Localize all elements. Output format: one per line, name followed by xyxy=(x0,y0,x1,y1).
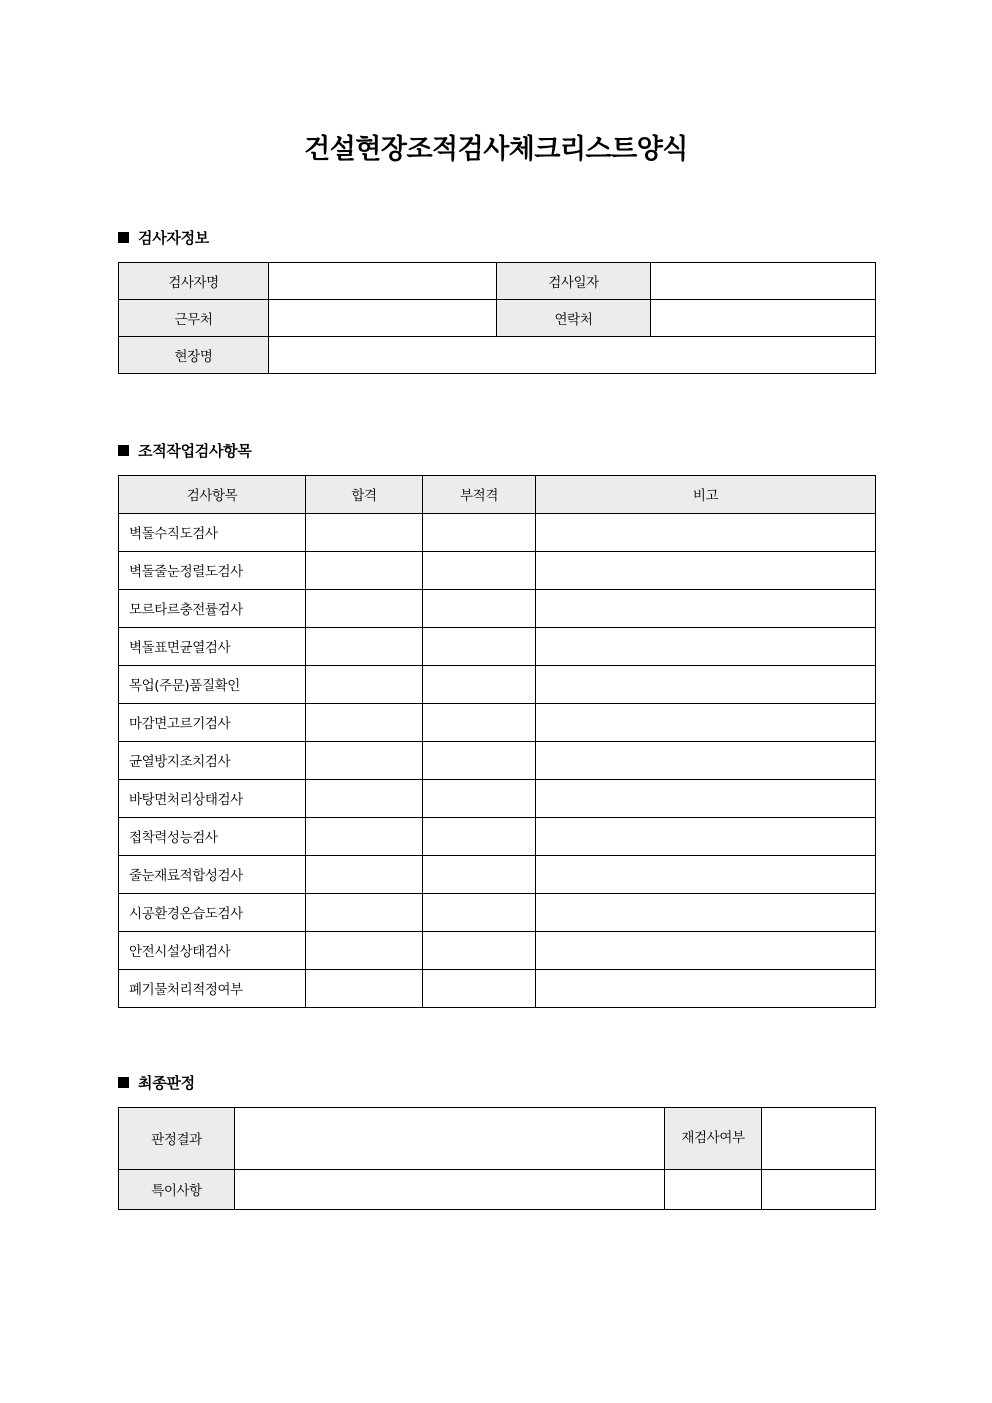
checklist-pass-cell[interactable] xyxy=(306,741,423,779)
checklist-pass-cell[interactable] xyxy=(306,513,423,551)
spacer-heading-table-3 xyxy=(0,1093,992,1107)
field-judgment-result[interactable] xyxy=(235,1107,665,1169)
section-heading-inspector xyxy=(0,227,992,248)
checklist-remark-cell[interactable] xyxy=(536,665,876,703)
checklist-remark-cell[interactable] xyxy=(536,893,876,931)
field-special-notes-extra-2[interactable] xyxy=(762,1169,876,1209)
label-workplace: 근무처 xyxy=(119,299,269,336)
checklist-pass-cell[interactable] xyxy=(306,589,423,627)
label-inspector-name: 검사자명 xyxy=(119,262,269,299)
section-heading-final xyxy=(0,1072,992,1093)
table-row xyxy=(119,262,876,299)
checklist-item-label: 벽돌수직도검사 xyxy=(119,513,306,551)
table-row xyxy=(119,551,876,589)
section-heading-inspector-label: 검사자정보 xyxy=(138,228,209,247)
checklist-fail-cell[interactable] xyxy=(423,703,536,741)
checklist-fail-cell[interactable] xyxy=(423,665,536,703)
label-site-name: 현장명 xyxy=(119,336,269,373)
spacer-heading-table-1 xyxy=(0,248,992,262)
checklist-pass-cell[interactable] xyxy=(306,931,423,969)
checklist-remark-cell[interactable] xyxy=(536,969,876,1007)
checklist-item-label: 시공환경온습도검사 xyxy=(119,893,306,931)
checklist-item-label: 마감면고르기검사 xyxy=(119,703,306,741)
square-bullet-icon xyxy=(118,445,129,456)
checklist-fail-cell[interactable] xyxy=(423,589,536,627)
checklist-pass-cell[interactable] xyxy=(306,855,423,893)
table-row xyxy=(119,1107,876,1169)
table-row xyxy=(119,779,876,817)
checklist-remark-cell[interactable] xyxy=(536,741,876,779)
label-contact: 연락처 xyxy=(497,299,651,336)
table-row xyxy=(119,627,876,665)
checklist-item-label: 줄눈재료적합성검사 xyxy=(119,855,306,893)
checklist-pass-cell[interactable] xyxy=(306,893,423,931)
table-row xyxy=(119,1169,876,1209)
checklist-fail-cell[interactable] xyxy=(423,551,536,589)
section-inspector-info xyxy=(0,227,992,374)
checklist-item-label: 목업(주문)품질확인 xyxy=(119,665,306,703)
checklist-fail-cell[interactable] xyxy=(423,855,536,893)
checklist-fail-cell[interactable] xyxy=(423,969,536,1007)
checklist-remark-cell[interactable] xyxy=(536,551,876,589)
checklist-fail-cell[interactable] xyxy=(423,779,536,817)
square-bullet-icon xyxy=(118,1077,129,1088)
label-recheck-required: 재검사여부 xyxy=(665,1107,762,1169)
field-workplace[interactable] xyxy=(269,299,497,336)
checklist-fail-cell[interactable] xyxy=(423,893,536,931)
checklist-item-label: 안전시설상태검사 xyxy=(119,931,306,969)
label-special-notes: 특이사항 xyxy=(119,1169,235,1209)
checklist-remark-cell[interactable] xyxy=(536,855,876,893)
field-special-notes[interactable] xyxy=(235,1169,665,1209)
table-row xyxy=(119,931,876,969)
checklist-remark-cell[interactable] xyxy=(536,931,876,969)
field-special-notes-extra-1[interactable] xyxy=(665,1169,762,1209)
table-row xyxy=(119,665,876,703)
table-row xyxy=(119,893,876,931)
checklist-pass-cell[interactable] xyxy=(306,817,423,855)
field-recheck-required[interactable] xyxy=(762,1107,876,1169)
checklist-item-label: 바탕면처리상태검사 xyxy=(119,779,306,817)
checklist-item-label: 균열방지조치검사 xyxy=(119,741,306,779)
checklist-pass-cell[interactable] xyxy=(306,627,423,665)
checklist-pass-cell[interactable] xyxy=(306,969,423,1007)
field-inspector-name[interactable] xyxy=(269,262,497,299)
checklist-fail-cell[interactable] xyxy=(423,741,536,779)
table-row xyxy=(119,817,876,855)
label-inspection-date: 검사일자 xyxy=(497,262,651,299)
field-contact[interactable] xyxy=(651,299,876,336)
checklist-item-label: 폐기물처리적정여부 xyxy=(119,969,306,1007)
square-bullet-icon xyxy=(118,232,129,243)
checklist-fail-cell[interactable] xyxy=(423,817,536,855)
checklist-item-label: 모르타르충전률검사 xyxy=(119,589,306,627)
column-header-remark: 비고 xyxy=(536,475,876,513)
field-site-name[interactable] xyxy=(269,336,876,373)
checklist-item-label: 접착력성능검사 xyxy=(119,817,306,855)
table-row xyxy=(119,703,876,741)
checklist-pass-cell[interactable] xyxy=(306,703,423,741)
checklist-fail-cell[interactable] xyxy=(423,513,536,551)
inspector-info-table xyxy=(118,262,876,374)
checklist-table xyxy=(118,475,876,1008)
column-header-fail: 부적격 xyxy=(423,475,536,513)
section-masonry-checklist xyxy=(0,440,992,1008)
column-header-pass: 합격 xyxy=(306,475,423,513)
checklist-remark-cell[interactable] xyxy=(536,703,876,741)
page-title: 건설현장조적검사체크리스트양식 xyxy=(304,134,688,165)
spacer-title xyxy=(0,167,992,227)
label-judgment-result: 판정결과 xyxy=(119,1107,235,1169)
checklist-pass-cell[interactable] xyxy=(306,665,423,703)
checklist-remark-cell[interactable] xyxy=(536,817,876,855)
table-row xyxy=(119,855,876,893)
section-heading-final-label: 최종판정 xyxy=(138,1073,195,1092)
checklist-item-label: 벽돌줄눈정렬도검사 xyxy=(119,551,306,589)
checklist-pass-cell[interactable] xyxy=(306,551,423,589)
checklist-fail-cell[interactable] xyxy=(423,627,536,665)
section-heading-checklist-label: 조적작업검사항목 xyxy=(138,441,252,460)
table-header-row xyxy=(119,475,876,513)
section-heading-checklist xyxy=(0,440,992,461)
checklist-pass-cell[interactable] xyxy=(306,779,423,817)
spacer-section-1-2 xyxy=(0,374,992,440)
checklist-item-label: 벽돌표면균열검사 xyxy=(119,627,306,665)
column-header-item: 검사항목 xyxy=(119,475,306,513)
spacer-section-2-3 xyxy=(0,1008,992,1072)
table-row xyxy=(119,589,876,627)
table-row xyxy=(119,969,876,1007)
section-final-judgment xyxy=(0,1072,992,1210)
checklist-remark-cell[interactable] xyxy=(536,513,876,551)
table-row xyxy=(119,513,876,551)
field-inspection-date[interactable] xyxy=(651,262,876,299)
final-judgment-table xyxy=(118,1107,876,1210)
table-row xyxy=(119,741,876,779)
table-row xyxy=(119,336,876,373)
checklist-fail-cell[interactable] xyxy=(423,931,536,969)
spacer-heading-table-2 xyxy=(0,461,992,475)
table-row xyxy=(119,299,876,336)
checklist-remark-cell[interactable] xyxy=(536,627,876,665)
checklist-remark-cell[interactable] xyxy=(536,589,876,627)
checklist-remark-cell[interactable] xyxy=(536,779,876,817)
